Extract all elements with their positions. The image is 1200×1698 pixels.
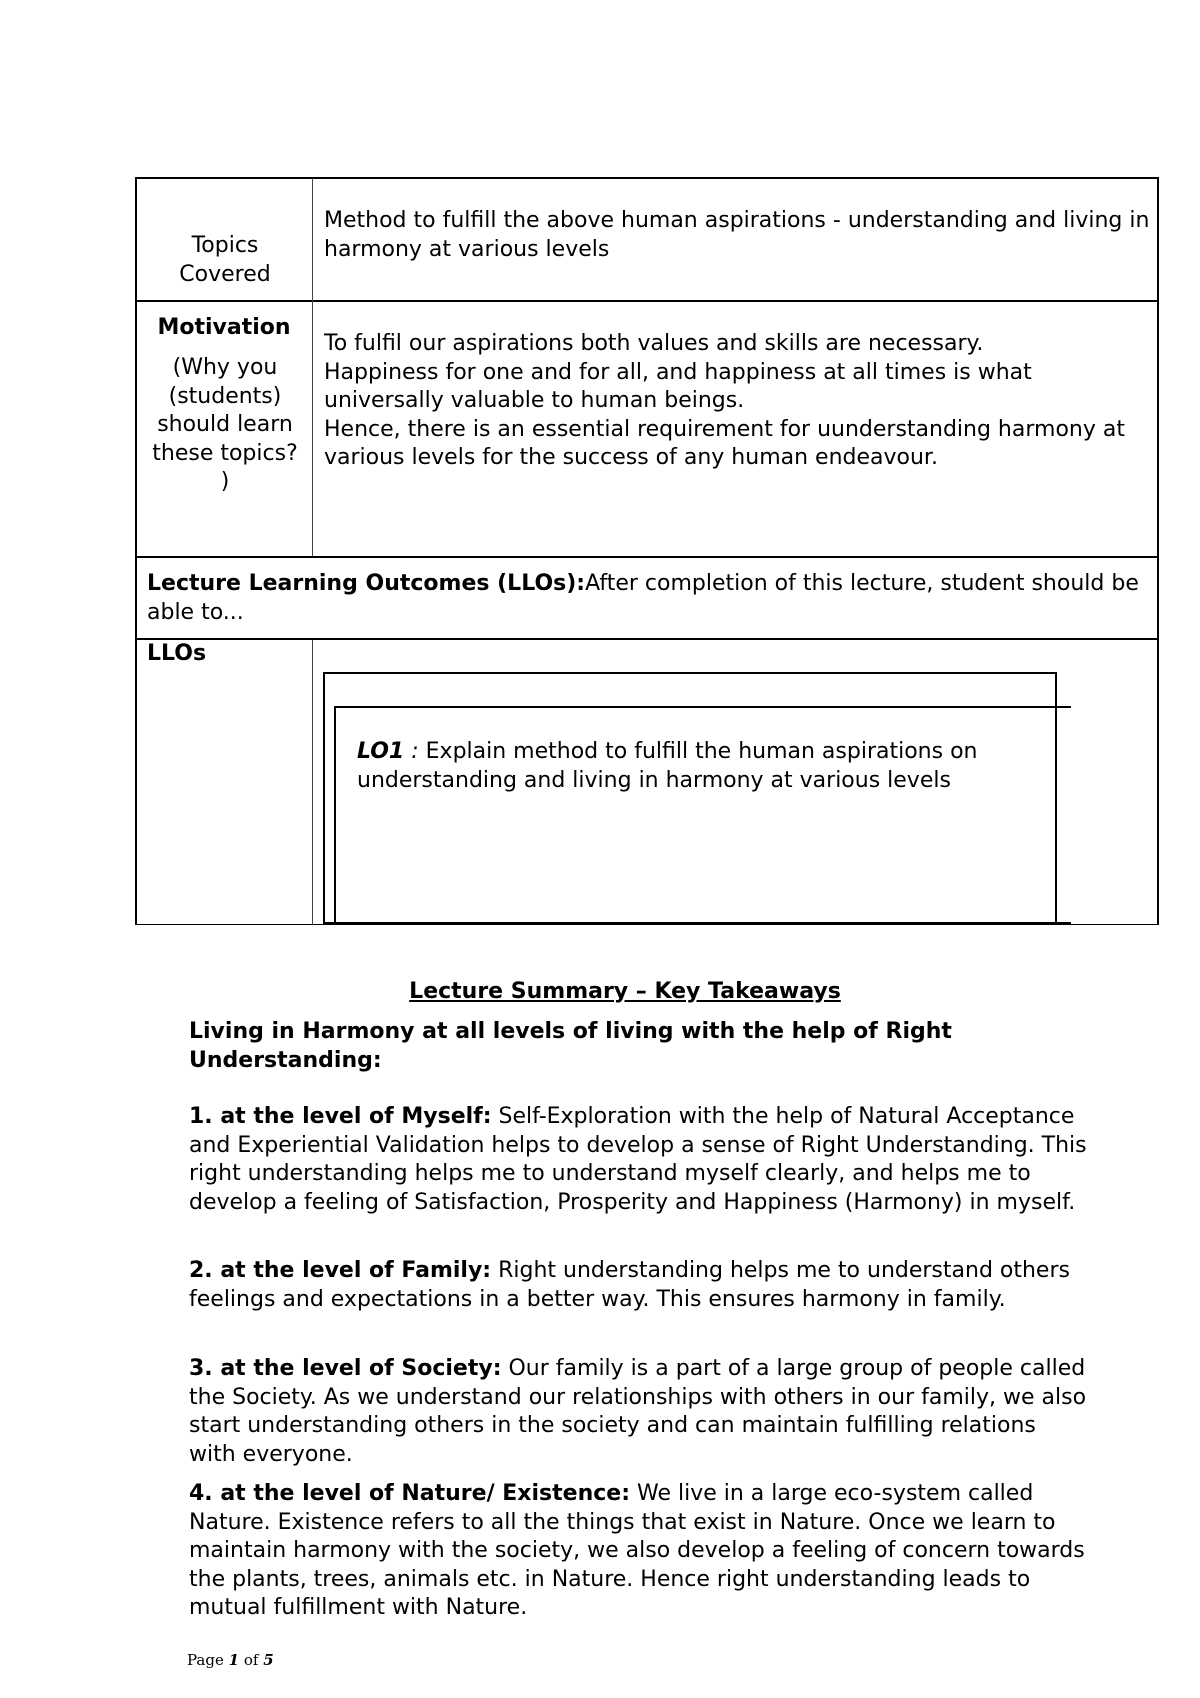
motivation-line: To fulfil our aspirations both values and skills are necessary.: [324, 331, 984, 356]
summary-item: [189, 1480, 1089, 1623]
footer-of-word: of: [243, 1651, 259, 1669]
llo-heading: [147, 570, 1147, 627]
llos-label: LLOs: [147, 641, 207, 666]
footer-page-total: 5: [263, 1651, 274, 1669]
item-text: Our family is a part of a large group of people called the Society. As we understand our relationships with others in our family, we also start understanding others in the society and can maintain fulfilling relations with everyone.: [189, 1356, 1087, 1467]
footer-page-word: Page: [187, 1651, 224, 1669]
outcome-inner-left-line: [334, 706, 336, 924]
row-divider: [135, 638, 1159, 640]
row-divider: [135, 300, 1159, 302]
lo1-label: LO1: [357, 739, 405, 764]
motivation-line: Hence, there is an essential requirement for uunderstanding harmony at various levels for the success of any human endeavour.: [324, 416, 1125, 470]
summary-item: [189, 1355, 1089, 1469]
motivation-label: Motivation: [157, 315, 291, 340]
table-border: [1157, 177, 1159, 925]
item-label: 1. at the level of Myself:: [189, 1104, 492, 1129]
table-border: [135, 177, 1159, 179]
motivation-line: Happiness for one and for all, and happiness at all times is what universally valuable to human beings.: [324, 359, 1032, 413]
lo1-description: Explain method to fulfill the human aspirations on understanding and living in harmony at various levels: [357, 739, 978, 793]
item-text: Right understanding helps me to understand others feelings and expectations in a better way. This ensures harmony in family.: [189, 1258, 1070, 1312]
summary-item: [189, 1257, 1089, 1314]
summary-item: [189, 1103, 1089, 1217]
llo-heading-bold: Lecture Learning Outcomes (LLOs):: [147, 571, 586, 596]
motivation-text: [324, 330, 1144, 473]
summary-title: Lecture Summary – Key Takeaways: [409, 979, 841, 1004]
column-divider: [312, 640, 313, 925]
lo1-separator: :: [404, 739, 426, 764]
outcome-inner-top-line: [334, 706, 1071, 708]
column-divider: [312, 178, 313, 556]
row-divider: [135, 556, 1159, 558]
lo1-text: [357, 738, 1057, 795]
footer-page-number: 1: [228, 1651, 240, 1669]
item-text: Self-Exploration with the help of Natural Acceptance and Experiential Validation helps to develop a sense of Right Understanding. This right understanding helps me to understand myself clearly, and helps me to develop a feeling of Satisfaction, Prosperity and Happiness (Harmony) in myself.: [189, 1104, 1087, 1215]
item-label: 2. at the level of Family:: [189, 1258, 492, 1283]
table-border: [135, 177, 137, 925]
outcome-bottom-line: [323, 922, 1071, 925]
topics-label: Topics Covered: [179, 233, 271, 287]
motivation-subtext: (Why you (students) should learn these topics? ): [152, 355, 298, 494]
item-text: We live in a large eco-system called Nature. Existence refers to all the things that exist in Nature. Once we learn to maintain harmony with the society, we also develop a feeling of concern towards the plants, trees, animals etc. in Nature. Hence right understanding leads to mutual fulfillment with Nature.: [189, 1481, 1085, 1620]
page-footer: [187, 1646, 274, 1675]
item-label: 3. at the level of Society:: [189, 1356, 502, 1381]
outcome-outer-box: [323, 672, 1057, 924]
item-label: 4. at the level of Nature/ Existence:: [189, 1481, 630, 1506]
topics-text: Method to fulfill the above human aspirations - understanding and living in harmony at various levels: [324, 208, 1150, 262]
summary-heading: Living in Harmony at all levels of living with the help of Right Understanding:: [189, 1019, 952, 1073]
llo-heading-rest: After completion of this lecture, student should be able to...: [147, 571, 1139, 625]
